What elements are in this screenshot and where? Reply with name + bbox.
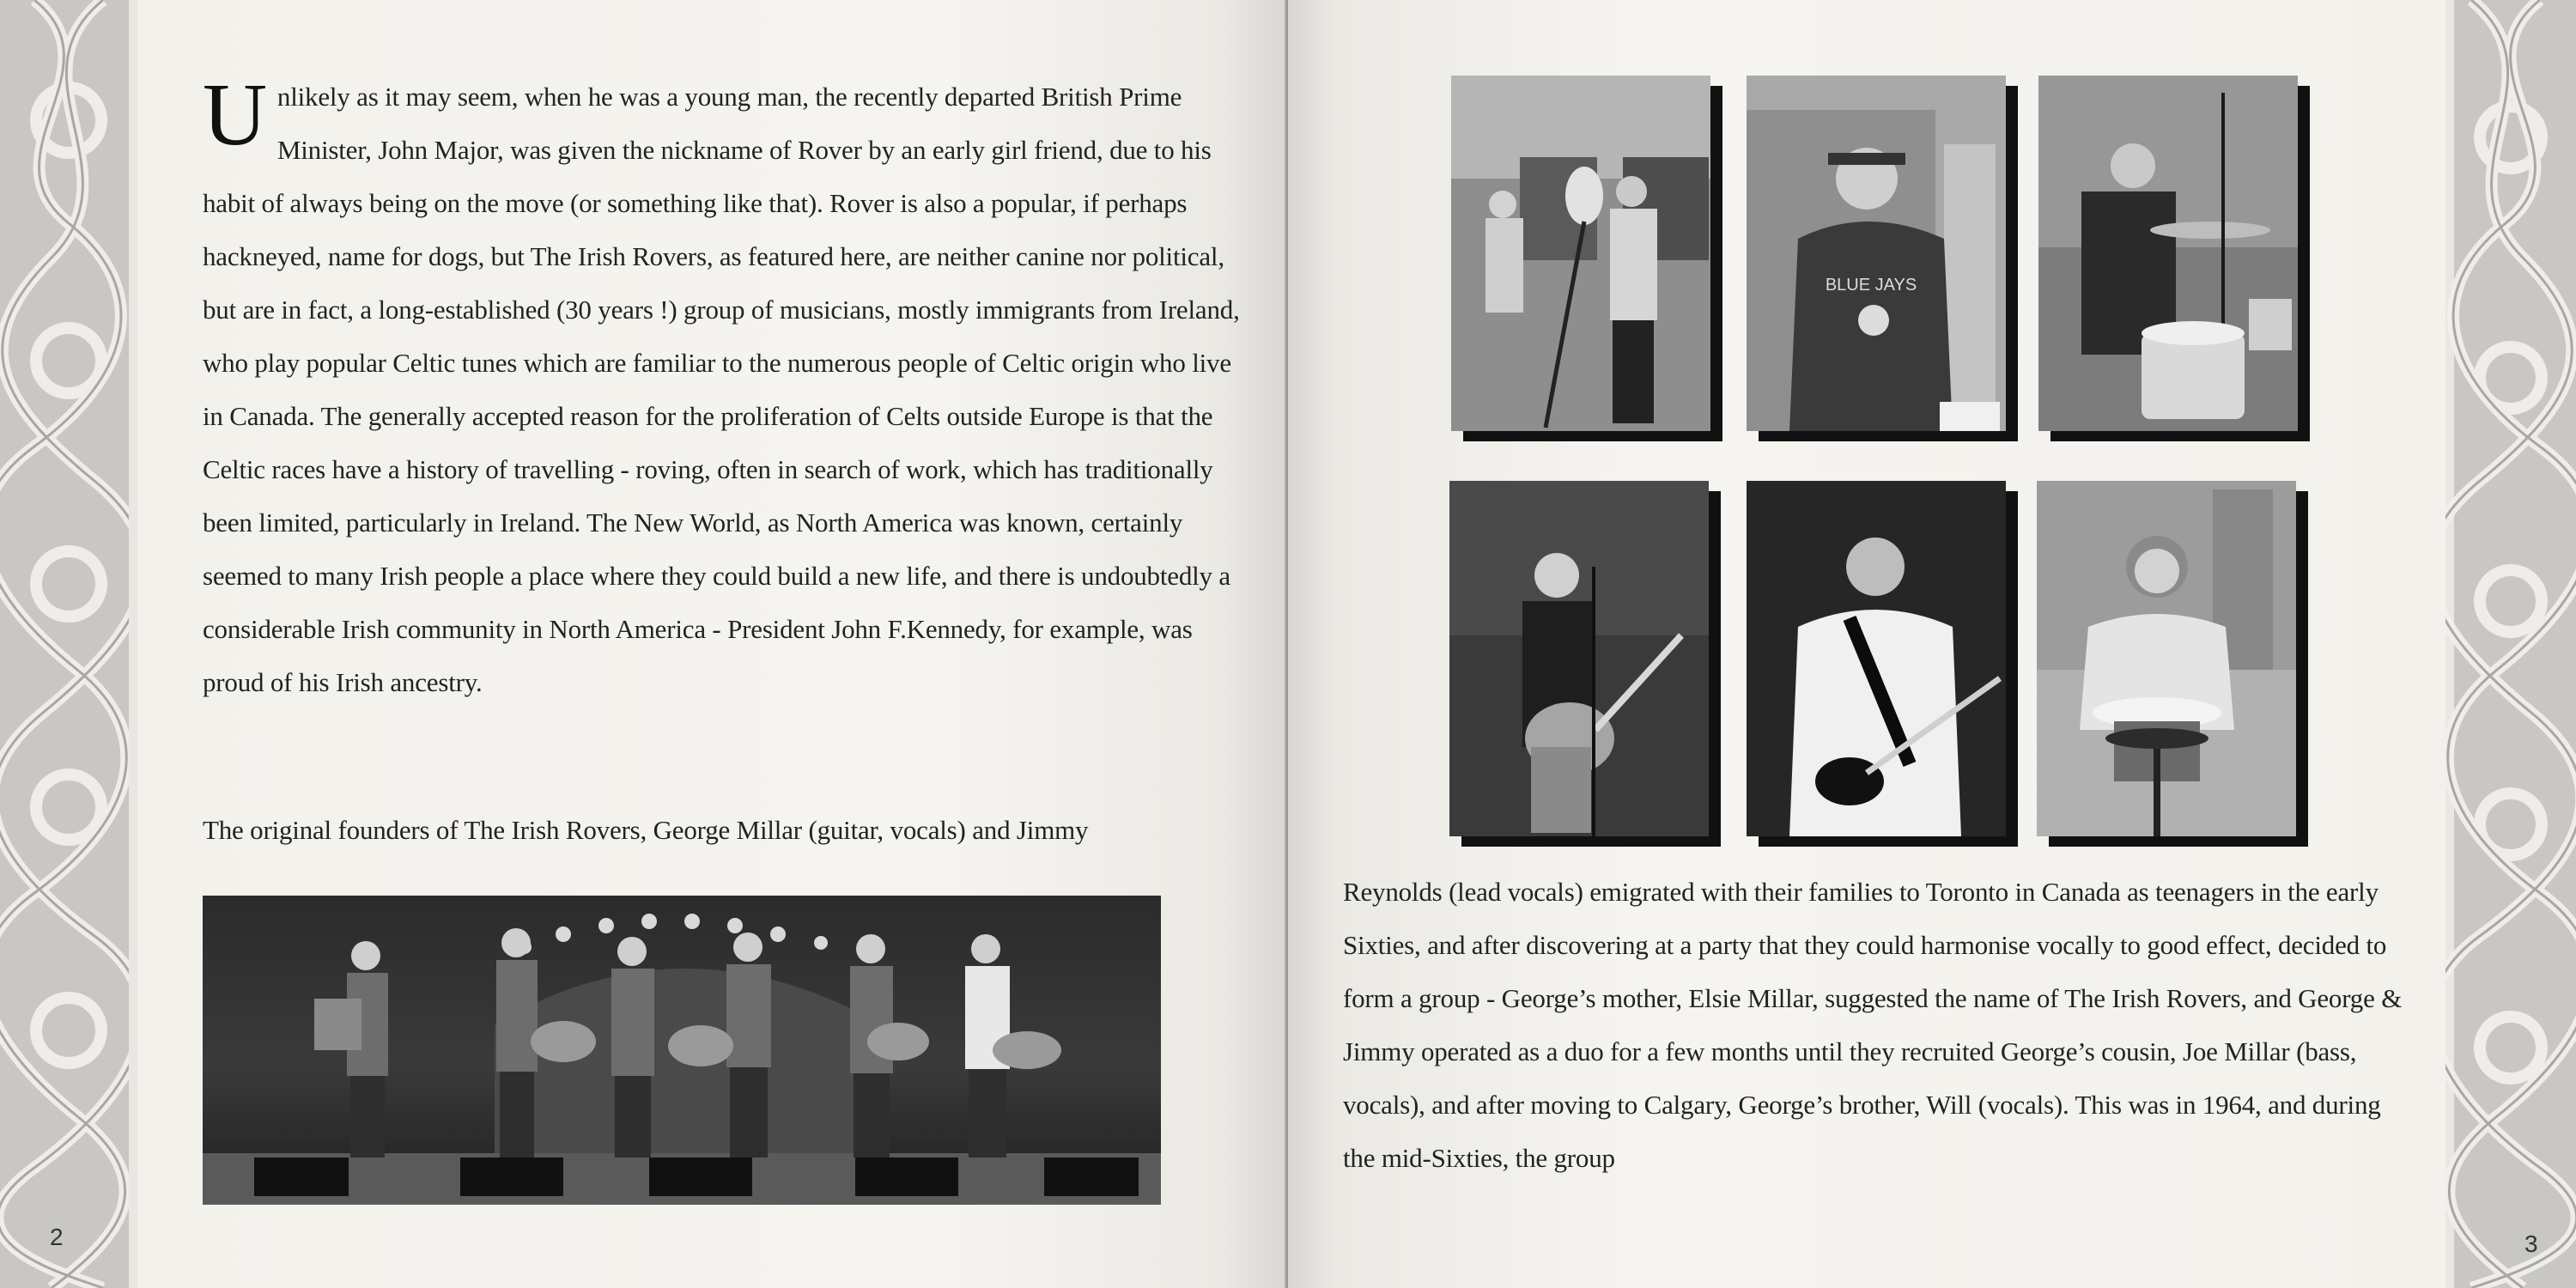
continuation-paragraph: Reynolds (lead vocals) emigrated with their families to Toronto in Canada as teenagers in the early Sixties, and after discovering at a party that they could harmonise vocally to good effect, decided to form a group - George’s mother, Elsie Millar, suggested the name of The Irish Rovers, and George & Jimmy operated as a duo for a few months until they recruited George’s cousin, Joe Millar (bass, vocals), and after moving to Calgary, George’s brother, Will (vocals). This was in 1964, and during the mid-Sixties, the group xyxy=(1343,877,2403,1173)
founders-paragraph: The original founders of The Irish Rovers, George Millar (guitar, vocals) and Jimmy xyxy=(203,815,1089,845)
recording-studio-photo xyxy=(1451,76,1710,431)
percussionist-photo xyxy=(2037,481,2296,836)
band-on-stage-photo xyxy=(203,896,1161,1205)
singer-blue-jays-shirt-photo xyxy=(1747,76,2006,431)
drop-cap: U xyxy=(203,65,267,164)
celtic-border-left xyxy=(0,0,137,1288)
drummer-photo xyxy=(2038,76,2298,431)
bass-player-photo xyxy=(1747,481,2006,836)
intro-paragraph xyxy=(203,65,1250,709)
tshirt-logo-text: BLUE JAYS xyxy=(1825,276,1917,295)
intro-paragraph-text: nlikely as it may seem, when he was a young man, the recently departed British Prime Minister, John Major, was given the nickname of Rover by an early girl friend, due to his habit of always being on the move (or something like that). Rover is also a popular, if perhaps hackneyed, name for dogs, but The Irish Rovers, as featured here, are neither canine nor political, but are in fact, a long-established (30 years !) group of musicians, mostly immigrants from Ireland, who play popular Celtic tunes which are familiar to the numerous people of Celtic origin who live in Canada. The generally accepted reason for the proliferation of Celts outside Europe is that the Celtic races have a history of travelling - roving, often in search of work, which has traditionally been limited, particularly in Ireland. The New World, as North America was known, certainly seemed to many Irish people a place where they could build a new life, and there is undoubtedly a considerable Irish community in North America - President John F.Kennedy, for example, was proud of his Irish ancestry. xyxy=(203,82,1240,697)
page-number-right: 3 xyxy=(2524,1230,2538,1257)
celtic-border-right xyxy=(2445,0,2576,1288)
guitarist-singing-photo xyxy=(1449,481,1709,836)
page-number-left: 2 xyxy=(50,1224,64,1250)
